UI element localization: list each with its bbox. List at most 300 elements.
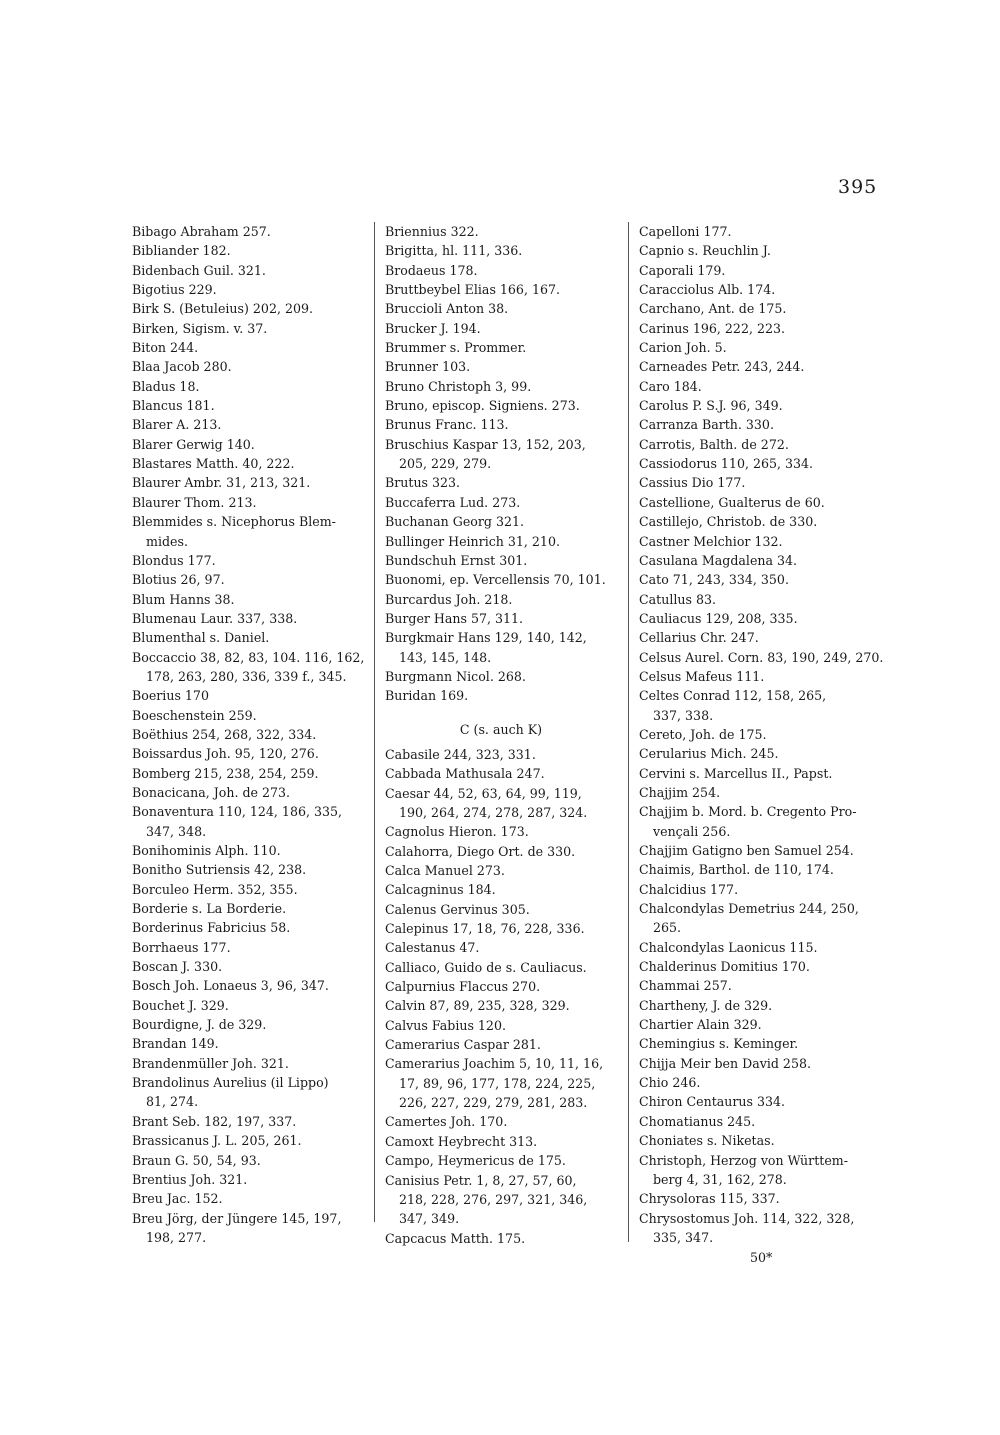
index-entry	[132, 783, 364, 802]
index-group-b	[385, 222, 617, 706]
index-entry-line: 143, 145, 148.	[399, 649, 492, 665]
index-entry-line: Bonihominis Alph. 110.	[132, 843, 281, 858]
index-entry	[639, 1092, 875, 1111]
index-entry-line: Camerarius Caspar 281.	[385, 1037, 541, 1053]
index-entry-line: Brant Seb. 182, 197, 337.	[132, 1113, 297, 1129]
index-entry-line: Caesar 44, 52, 63, 64, 99, 119,	[385, 785, 582, 801]
index-entry	[639, 938, 875, 957]
index-entry-line: Chomatianus 245.	[639, 1113, 756, 1129]
index-entry	[132, 1112, 364, 1131]
index-entry-line: Brandolinus Aurelius (il Lippo)	[132, 1075, 329, 1091]
index-entry-line: Cervini s. Marcellus II., Papst.	[639, 765, 833, 781]
index-entry	[385, 784, 617, 823]
index-entry-line: 335, 347.	[653, 1229, 714, 1245]
index-entry-line: Blum Hanns 38.	[132, 591, 235, 607]
index-entry	[385, 319, 617, 338]
index-entry	[639, 454, 875, 473]
index-entry-line: Chio 246.	[639, 1075, 701, 1091]
index-entry	[132, 319, 364, 338]
index-entry	[385, 1132, 617, 1151]
index-entry	[385, 919, 617, 938]
index-entry-line: Calestanus 47.	[385, 940, 480, 956]
index-entry-line: Celsus Aurel. Corn. 83, 190, 249, 270.	[639, 649, 884, 665]
index-entry-line: Cereto, Joh. de 175.	[639, 726, 767, 742]
index-entry	[385, 473, 617, 492]
index-entry-line: Blumenthal s. Daniel.	[132, 630, 270, 646]
index-entry	[385, 1151, 617, 1170]
index-entry	[639, 357, 875, 376]
index-entry	[132, 976, 364, 995]
index-entry	[639, 976, 875, 995]
index-entry-line: Breu Jörg, der Jüngere 145, 197,	[132, 1210, 342, 1226]
index-entry-line: Chalderinus Domitius 170.	[639, 959, 810, 975]
index-entry	[132, 1151, 364, 1170]
index-entry-line: Brentius Joh. 321.	[132, 1171, 248, 1187]
index-entry	[639, 860, 875, 879]
index-entry-line: Buonomi, ep. Vercellensis 70, 101.	[385, 572, 606, 588]
index-entry-line: Bosch Joh. Lonaeus 3, 96, 347.	[132, 978, 329, 994]
index-entry	[385, 415, 617, 434]
index-entry-line: Blaurer Ambr. 31, 213, 321.	[132, 475, 311, 491]
index-entry	[132, 473, 364, 492]
index-entry	[385, 880, 617, 899]
index-entry-line: Bruno Christoph 3, 99.	[385, 378, 532, 394]
index-entry-line: Camertes Joh. 170.	[385, 1114, 508, 1130]
index-entry-line: Chajjim Gatigno ben Samuel 254.	[639, 843, 854, 858]
index-entry-line: vençali 256.	[653, 823, 731, 839]
index-entry	[132, 1015, 364, 1034]
index-entry-line: 218, 228, 276, 297, 321, 346,	[399, 1191, 588, 1207]
index-entry	[639, 996, 875, 1015]
index-entry-line: Chalcondylas Demetrius 244, 250,	[639, 901, 859, 917]
index-entry-line: Capelloni 177.	[639, 224, 732, 239]
index-entry-line: mides.	[146, 533, 188, 549]
index-entry	[385, 1229, 617, 1248]
index-entry	[639, 1054, 875, 1073]
index-entry-line: Blemmides s. Nicephorus Blem-	[132, 514, 336, 530]
index-entry-line: Celtes Conrad 112, 158, 265,	[639, 688, 827, 704]
index-entry-line: Borculeo Herm. 352, 355.	[132, 881, 298, 897]
index-entry-line: Chajjim b. Mord. b. Cregento Pro-	[639, 804, 857, 820]
index-entry	[639, 280, 875, 299]
index-entry	[132, 338, 364, 357]
index-entry-line: Chrysostomus Joh. 114, 322, 328,	[639, 1210, 855, 1226]
index-entry	[385, 1016, 617, 1035]
index-entry	[385, 1112, 617, 1131]
index-entry-line: Calliaco, Guido de s. Cauliacus.	[385, 959, 587, 975]
index-entry	[385, 609, 617, 628]
index-entry	[385, 280, 617, 299]
index-entry-line: Buchanan Georg 321.	[385, 514, 524, 530]
index-entry	[385, 977, 617, 996]
index-entry-line: Calvin 87, 89, 235, 328, 329.	[385, 998, 570, 1014]
index-entry-line: Cato 71, 243, 334, 350.	[639, 572, 789, 588]
index-entry-line: Bourdigne, J. de 329.	[132, 1017, 267, 1033]
index-entry-line: Caro 184.	[639, 378, 702, 394]
index-entry	[639, 957, 875, 976]
index-entry	[639, 841, 875, 860]
index-entry-line: Campo, Heymericus de 175.	[385, 1153, 566, 1169]
index-entry-line: Boscan J. 330.	[132, 959, 223, 975]
index-entry-line: Chalcidius 177.	[639, 881, 739, 897]
index-entry	[132, 802, 364, 841]
index-entry-line: 347, 348.	[146, 823, 207, 839]
index-entry-line: 337, 338.	[653, 707, 714, 723]
index-entry	[639, 570, 875, 589]
index-entry	[385, 958, 617, 977]
index-entry	[639, 241, 875, 260]
index-entry	[639, 551, 875, 570]
index-entry-line: Boissardus Joh. 95, 120, 276.	[132, 746, 319, 762]
index-entry-line: Chaimis, Barthol. de 110, 174.	[639, 862, 834, 878]
index-entry	[639, 783, 875, 802]
index-entry	[132, 299, 364, 318]
index-entry	[639, 1112, 875, 1131]
index-entry	[639, 802, 875, 841]
index-entry-line: Bibago Abraham 257.	[132, 224, 271, 239]
page-number: 395	[838, 176, 878, 198]
index-entry	[385, 764, 617, 783]
index-entry-line: Canisius Petr. 1, 8, 27, 57, 60,	[385, 1172, 577, 1188]
index-entry-line: Carolus P. S.J. 96, 349.	[639, 398, 783, 414]
index-column-1	[132, 222, 364, 1247]
index-entry-line: Brummer s. Prommer.	[385, 340, 527, 356]
index-entry-line: Boerius 170	[132, 688, 209, 704]
index-entry	[385, 357, 617, 376]
index-entry-line: Briennius 322.	[385, 224, 479, 239]
index-entry	[385, 396, 617, 415]
index-entry	[385, 512, 617, 531]
index-entry-line: Borderinus Fabricius 58.	[132, 920, 291, 936]
index-entry-line: Bruno, episcop. Signiens. 273.	[385, 398, 580, 414]
index-entry	[132, 686, 364, 705]
index-entry-line: Chrysoloras 115, 337.	[639, 1191, 780, 1207]
index-entry-line: Blotius 26, 97.	[132, 572, 225, 588]
index-entry	[132, 938, 364, 957]
index-entry-line: Carchano, Ant. de 175.	[639, 301, 787, 317]
index-entry	[132, 261, 364, 280]
index-entry	[385, 842, 617, 861]
index-entry	[639, 686, 875, 725]
index-entry-line: Chartheny, J. de 329.	[639, 997, 773, 1013]
index-entry-line: Camerarius Joachim 5, 10, 11, 16,	[385, 1056, 604, 1072]
index-entry	[132, 551, 364, 570]
index-entry-line: 17, 89, 96, 177, 178, 224, 225,	[399, 1075, 596, 1091]
index-entry-line: 81, 274.	[146, 1094, 199, 1110]
index-entry-line: Birk S. (Betuleius) 202, 209.	[132, 301, 313, 317]
index-entry-line: berg 4, 31, 162, 278.	[653, 1171, 787, 1187]
index-entry-line: Bladus 18.	[132, 378, 200, 394]
index-entry	[132, 860, 364, 879]
index-entry-line: Carranza Barth. 330.	[639, 417, 774, 433]
index-entry	[132, 357, 364, 376]
index-entry-line: Chammai 257.	[639, 978, 732, 994]
index-entry-line: Biton 244.	[132, 340, 199, 356]
index-entry	[639, 1034, 875, 1053]
index-entry	[385, 1035, 617, 1054]
index-entry	[385, 667, 617, 686]
index-entry	[639, 222, 875, 241]
index-entry	[639, 744, 875, 763]
index-entry	[385, 299, 617, 318]
index-entry-line: Bouchet J. 329.	[132, 997, 229, 1013]
index-entry-line: Castellione, Gualterus de 60.	[639, 494, 825, 510]
index-entry	[385, 532, 617, 551]
index-entry	[132, 377, 364, 396]
index-entry-line: 190, 264, 274, 278, 287, 324.	[399, 804, 588, 820]
index-entry-line: Calcagninus 184.	[385, 882, 496, 898]
index-entry-line: Cauliacus 129, 208, 335.	[639, 610, 798, 626]
index-entry	[132, 396, 364, 415]
index-entry-line: Blancus 181.	[132, 398, 215, 414]
index-entry	[385, 628, 617, 667]
index-entry-line: Brunner 103.	[385, 359, 471, 375]
index-entry-line: Blastares Matth. 40, 222.	[132, 456, 295, 472]
index-entry	[385, 435, 617, 474]
index-entry-line: Cellarius Chr. 247.	[639, 630, 759, 646]
index-entry-line: Cassiodorus 110, 265, 334.	[639, 456, 814, 472]
index-entry-line: Chartier Alain 329.	[639, 1017, 762, 1033]
index-entry	[639, 1209, 875, 1248]
index-entry-line: Bonacicana, Joh. de 273.	[132, 784, 291, 800]
index-entry	[639, 532, 875, 551]
index-entry-line: Brandenmüller Joh. 321.	[132, 1055, 289, 1071]
index-entry-line: Burgkmair Hans 129, 140, 142,	[385, 630, 587, 646]
index-entry	[385, 861, 617, 880]
index-entry-line: Cagnolus Hieron. 173.	[385, 824, 529, 840]
index-entry	[639, 512, 875, 531]
index-entry-line: 205, 229, 279.	[399, 456, 492, 472]
index-entry	[132, 1073, 364, 1112]
index-entry-line: Blaurer Thom. 213.	[132, 494, 257, 510]
index-entry	[385, 590, 617, 609]
index-entry	[639, 377, 875, 396]
index-entry	[385, 1171, 617, 1229]
index-entry-line: Bruccioli Anton 38.	[385, 301, 509, 317]
index-entry-line: Caporali 179.	[639, 262, 726, 278]
index-entry	[385, 996, 617, 1015]
index-entry	[385, 377, 617, 396]
index-entry	[132, 280, 364, 299]
index-entry-line: Bibliander 182.	[132, 243, 231, 259]
index-entry-line: 347, 349.	[399, 1211, 460, 1227]
index-entry	[132, 744, 364, 763]
index-entry	[639, 1015, 875, 1034]
index-entry-line: Cassius Dio 177.	[639, 475, 746, 491]
index-entry-line: 178, 263, 280, 336, 339 f., 345.	[146, 668, 347, 684]
index-entry-line: Camoxt Heybrecht 313.	[385, 1133, 538, 1149]
index-entry-line: Catullus 83.	[639, 591, 716, 607]
index-entry-line: Carrotis, Balth. de 272.	[639, 436, 789, 452]
index-entry-line: Brassicanus J. L. 205, 261.	[132, 1133, 302, 1149]
index-entry	[132, 1034, 364, 1053]
index-entry-line: 198, 277.	[146, 1229, 207, 1245]
index-entry-line: Bruschius Kaspar 13, 152, 203,	[385, 436, 586, 452]
index-entry-line: Brandan 149.	[132, 1036, 219, 1052]
index-entry	[385, 338, 617, 357]
index-entry-line: Chiron Centaurus 334.	[639, 1094, 786, 1110]
index-entry-line: Capcacus Matth. 175.	[385, 1230, 526, 1246]
index-column-3	[639, 222, 884, 1247]
index-entry	[639, 435, 875, 454]
index-entry-line: Chemingius s. Keminger.	[639, 1036, 799, 1052]
index-entry	[639, 415, 875, 434]
index-entry-line: Choniates s. Niketas.	[639, 1133, 775, 1149]
index-entry	[132, 1209, 364, 1248]
index-entry	[132, 1054, 364, 1073]
index-entry	[639, 261, 875, 280]
index-entry-line: Birken, Sigism. v. 37.	[132, 320, 268, 336]
index-entry-line: Carneades Petr. 243, 244.	[639, 359, 805, 375]
index-entry-line: Burgmann Nicol. 268.	[385, 668, 526, 684]
index-entry	[385, 261, 617, 280]
index-entry	[385, 1054, 617, 1112]
index-entry-line: Castner Melchior 132.	[639, 533, 783, 549]
index-entry	[132, 628, 364, 647]
index-entry-line: Brigitta, hl. 111, 336.	[385, 243, 523, 259]
index-entry-line: Calenus Gervinus 305.	[385, 901, 530, 917]
index-entry	[639, 319, 875, 338]
index-entry	[132, 706, 364, 725]
index-entry-line: Cabbada Mathusala 247.	[385, 766, 545, 782]
index-entry	[132, 880, 364, 899]
index-entry	[385, 493, 617, 512]
index-entry	[132, 918, 364, 937]
index-entry	[132, 570, 364, 589]
index-entry	[132, 590, 364, 609]
index-entry-line: Chalcondylas Laonicus 115.	[639, 939, 818, 955]
index-entry-line: Cerularius Mich. 245.	[639, 746, 779, 762]
index-entry-line: Caracciolus Alb. 174.	[639, 282, 776, 298]
section-heading-c: C (s. auch K)	[459, 721, 543, 737]
index-entry	[639, 899, 875, 938]
index-column-2	[385, 222, 617, 1248]
index-entry	[132, 957, 364, 976]
index-entry-line: Carion Joh. 5.	[639, 340, 727, 356]
index-entry	[132, 512, 364, 551]
column-divider	[628, 222, 629, 1242]
index-entry	[639, 880, 875, 899]
index-entry-line: Breu Jac. 152.	[132, 1191, 223, 1207]
index-entry	[132, 725, 364, 744]
index-entry-line: Blondus 177.	[132, 552, 216, 568]
index-entry-line: Bonaventura 110, 124, 186, 335,	[132, 804, 343, 820]
index-entry-line: Blarer A. 213.	[132, 417, 222, 433]
index-entry	[385, 745, 617, 764]
index-entry	[639, 667, 875, 686]
index-entry	[639, 1073, 875, 1092]
index-entry-line: Castillejo, Christob. de 330.	[639, 514, 818, 530]
index-entry	[385, 241, 617, 260]
index-entry	[385, 686, 617, 705]
index-entry-line: Brucker J. 194.	[385, 320, 481, 336]
index-entry	[639, 299, 875, 318]
index-entry-line: Boeschenstein 259.	[132, 707, 257, 723]
index-entry	[639, 628, 875, 647]
index-entry	[132, 493, 364, 512]
index-entry-line: Burger Hans 57, 311.	[385, 610, 524, 626]
index-entry-line: 226, 227, 229, 279, 281, 283.	[399, 1095, 588, 1111]
index-entry-line: Bundschuh Ernst 301.	[385, 552, 528, 568]
index-entry	[639, 1189, 875, 1208]
index-entry-line: 265.	[653, 920, 682, 936]
index-entry-line: Brutus 323.	[385, 475, 461, 491]
index-entry	[132, 1131, 364, 1150]
index-entry-line: Bruttbeybel Elias 166, 167.	[385, 282, 560, 298]
index-entry-line: Bigotius 229.	[132, 282, 217, 298]
index-entry	[132, 435, 364, 454]
index-entry-line: Brunus Franc. 113.	[385, 417, 509, 433]
index-entry-line: Braun G. 50, 54, 93.	[132, 1152, 261, 1168]
index-entry	[639, 648, 884, 667]
index-entry	[639, 764, 875, 783]
index-entry	[385, 822, 617, 841]
index-entry-line: Boccaccio 38, 82, 83, 104. 116, 162,	[132, 649, 365, 665]
index-entry-line: Bullinger Heinrich 31, 210.	[385, 533, 560, 549]
index-entry	[639, 1131, 875, 1150]
index-entry	[132, 222, 364, 241]
index-entry	[132, 996, 364, 1015]
index-entry-line: Bonitho Sutriensis 42, 238.	[132, 862, 307, 878]
index-entry	[639, 725, 875, 744]
index-entry	[132, 1189, 364, 1208]
index-entry-line: Bomberg 215, 238, 254, 259.	[132, 765, 319, 781]
index-entry-line: Blarer Gerwig 140.	[132, 436, 255, 452]
index-entry-line: Buccaferra Lud. 273.	[385, 494, 521, 510]
index-entry-line: Blaa Jacob 280.	[132, 359, 232, 375]
index-entry	[639, 396, 875, 415]
index-entry	[132, 1170, 364, 1189]
index-entry-line: Calca Manuel 273.	[385, 863, 505, 878]
index-entry-line: Burcardus Joh. 218.	[385, 591, 513, 607]
index-entry-line: Calvus Fabius 120.	[385, 1017, 506, 1033]
index-entry	[385, 551, 617, 570]
index-group-c	[385, 745, 617, 1248]
index-entry-line: Celsus Mafeus 111.	[639, 668, 765, 684]
index-entry	[132, 609, 364, 628]
index-entry	[639, 609, 875, 628]
index-entry-line: Christoph, Herzog von Württem-	[639, 1152, 848, 1168]
index-entry	[132, 764, 364, 783]
index-entry-line: Borderie s. La Borderie.	[132, 901, 287, 917]
index-entry-line: Capnio s. Reuchlin J.	[639, 243, 771, 259]
index-entry-line: Borrhaeus 177.	[132, 939, 231, 955]
index-entry-line: Casulana Magdalena 34.	[639, 552, 798, 568]
index-entry-line: Calepinus 17, 18, 76, 228, 336.	[385, 921, 585, 937]
index-entry	[132, 899, 364, 918]
index-entry	[385, 570, 617, 589]
index-entry-line: Calahorra, Diego Ort. de 330.	[385, 843, 576, 859]
index-entry-line: Chajjim 254.	[639, 784, 721, 800]
index-entry	[639, 338, 875, 357]
index-entry-line: Boëthius 254, 268, 322, 334.	[132, 726, 317, 742]
index-entry	[639, 473, 875, 492]
index-entry-line: Chijja Meir ben David 258.	[639, 1055, 811, 1071]
index-entry-line: Bidenbach Guil. 321.	[132, 262, 266, 278]
index-entry-line: Brodaeus 178.	[385, 262, 478, 278]
index-entry	[385, 900, 617, 919]
index-entry	[132, 415, 364, 434]
index-entry-line: Carinus 196, 222, 223.	[639, 320, 786, 336]
index-entry	[132, 648, 364, 687]
column-divider	[374, 222, 375, 1222]
index-entry-line: Blumenau Laur. 337, 338.	[132, 610, 298, 626]
index-entry	[639, 590, 875, 609]
index-entry	[132, 241, 364, 260]
index-entry	[132, 454, 364, 473]
index-entry	[385, 222, 617, 241]
index-entry	[639, 1151, 875, 1190]
